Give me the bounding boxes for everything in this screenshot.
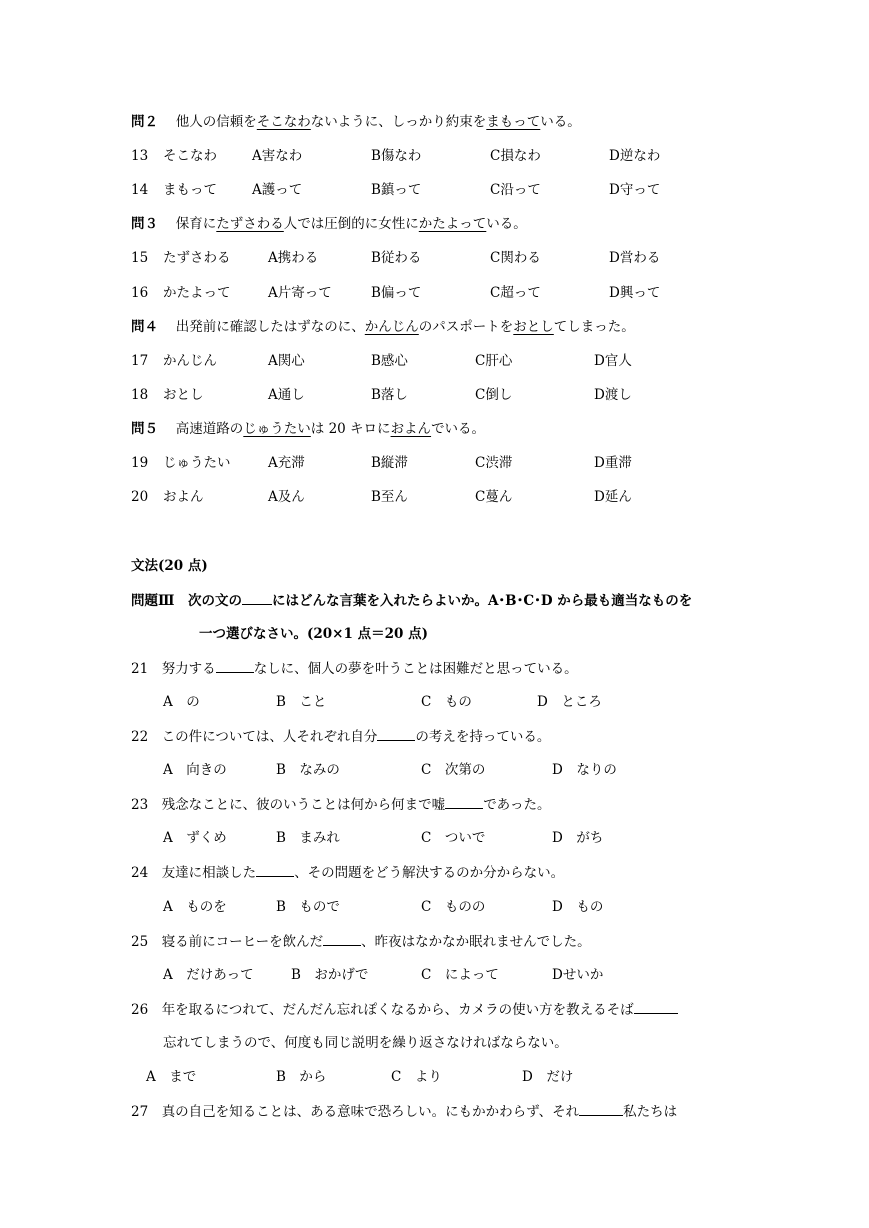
option-d: D延ん [594, 489, 632, 505]
option-c: C損なわ [490, 148, 541, 164]
option-d: D なりの [552, 762, 617, 778]
option-c: C超って [490, 285, 541, 301]
blank-line [242, 590, 272, 605]
option-a: A及ん [268, 489, 305, 505]
blank-line [445, 794, 483, 809]
option-c: C によって [421, 967, 499, 983]
question-26-line-2: 忘れてしまうので、何度も同じ説明を繰り返さなければならない。 [163, 1035, 568, 1051]
option-d: D興って [609, 285, 661, 301]
blank-line [377, 726, 415, 741]
underlined-word: たずさわる [216, 216, 284, 232]
option-c: C関わる [490, 250, 541, 266]
underlined-word: じゅうたい [243, 421, 311, 437]
option-c: C より [391, 1069, 442, 1085]
option-c: C 次第の [421, 762, 486, 778]
option-d: D官人 [594, 353, 632, 369]
option-c: C ついで [421, 830, 486, 846]
option-c: C蔓ん [475, 489, 513, 505]
option-a: A ずくめ [163, 830, 227, 846]
option-c: C もの [421, 694, 472, 710]
option-b: B もので [276, 899, 340, 915]
question-23: 23 残念なことに、彼のいうことは何から何まで嘘 であった。 [131, 794, 551, 815]
underlined-word: おとし [513, 319, 554, 335]
question-26: 26 年を取るにつれて、だんだん忘れぽくなるから、カメラの使い方を教えるそば [131, 999, 678, 1020]
underlined-word: まもって [486, 114, 541, 130]
blank-line [579, 1101, 623, 1116]
blank-line [323, 931, 361, 946]
option-d: D守って [609, 182, 661, 198]
section-title: 文法(20 点) [131, 558, 208, 574]
underlined-word: かんじん [364, 319, 419, 335]
question-24: 24 友達に相談した 、その問題をどう解決するのか分からない。 [131, 862, 564, 883]
option-a: A害なわ [252, 148, 303, 164]
option-b: B至ん [371, 489, 408, 505]
option-b: B感心 [371, 353, 408, 369]
option-a: A の [163, 694, 200, 710]
option-b: B なみの [276, 762, 340, 778]
option-d: D ところ [537, 694, 602, 710]
option-b: B従わる [371, 250, 422, 266]
blank-line [216, 658, 254, 673]
option-b: B鎮って [371, 182, 422, 198]
option-b: B から [276, 1069, 327, 1085]
option-d: D だけ [522, 1069, 574, 1085]
option-a: A充滞 [268, 455, 305, 471]
underlined-word: そこなわ [256, 114, 311, 130]
option-b: B落し [371, 387, 408, 403]
option-a: A 向きの [163, 762, 227, 778]
option-d: D逆なわ [609, 148, 661, 164]
underlined-word: かたよって [418, 216, 487, 232]
option-b: B こと [276, 694, 327, 710]
option-c: C沿って [490, 182, 541, 198]
option-d: Dせいか [552, 967, 604, 983]
question-label: 問３ [131, 216, 158, 232]
option-b: B傷なわ [371, 148, 422, 164]
option-b: B偏って [371, 285, 422, 301]
option-a: A護って [252, 182, 303, 198]
option-b: B縦滞 [371, 455, 408, 471]
blank-line [634, 999, 678, 1014]
option-c: C渋滞 [475, 455, 513, 471]
option-c: C ものの [421, 899, 486, 915]
option-a: A携わる [268, 250, 319, 266]
option-b: B まみれ [276, 830, 340, 846]
option-a: A まで [146, 1069, 197, 1085]
option-a: A関心 [268, 353, 305, 369]
option-a: A通し [268, 387, 305, 403]
question-22: 22 この件については、人それぞれ自分 の考えを持っている。 [131, 726, 550, 747]
option-d: D もの [552, 899, 604, 915]
option-d: D がち [552, 830, 604, 846]
instruction: 問題Ⅲ 次の文の にはどんな言葉を入れたらよいか。A･B･C･D から最も適当なものを [131, 590, 692, 611]
question-label: 問４ [131, 319, 158, 335]
question-27: 27 真の自己を知ることは、ある意味で恐ろしい。にもかかわらず、それ 私たちは [131, 1101, 677, 1122]
question-21: 21 努力する なしに、個人の夢を叶うことは困難だと思っている。 [131, 658, 578, 679]
option-d: D重滞 [594, 455, 632, 471]
blank-line [256, 862, 294, 877]
question-4-sentence: 問４ 出発前に確認したはずなのに、かんじんのパスポートをおとしてしまった。 [131, 319, 635, 335]
instruction-line-2: 一つ選びなさい。(20×1 点＝20 点) [199, 626, 428, 642]
option-a: A ものを [163, 899, 227, 915]
question-5-sentence: 問５ 高速道路のじゅうたいは 20 キロにおよんでいる。 [131, 421, 486, 437]
option-d: D渡し [594, 387, 632, 403]
question-3-sentence: 問３ 保育にたずさわる人では圧倒的に女性にかたよっている。 [131, 216, 527, 232]
question-25: 25 寝る前にコーヒーを飲んだ 、昨夜はなかなか眠れませんでした。 [131, 931, 591, 952]
question-2-sentence: 問２ 他人の信頼をそこなわないように、しっかり約束をまもっている。 [131, 114, 581, 130]
option-b: B おかげで [291, 967, 369, 983]
option-a: A片寄って [268, 285, 332, 301]
underlined-word: およん [390, 421, 432, 437]
question-label: 問２ [131, 114, 158, 130]
option-c: C肝心 [475, 353, 513, 369]
question-label: 問５ [131, 421, 158, 437]
option-c: C倒し [475, 387, 513, 403]
option-d: D営わる [609, 250, 661, 266]
option-a: A だけあって [163, 967, 254, 983]
